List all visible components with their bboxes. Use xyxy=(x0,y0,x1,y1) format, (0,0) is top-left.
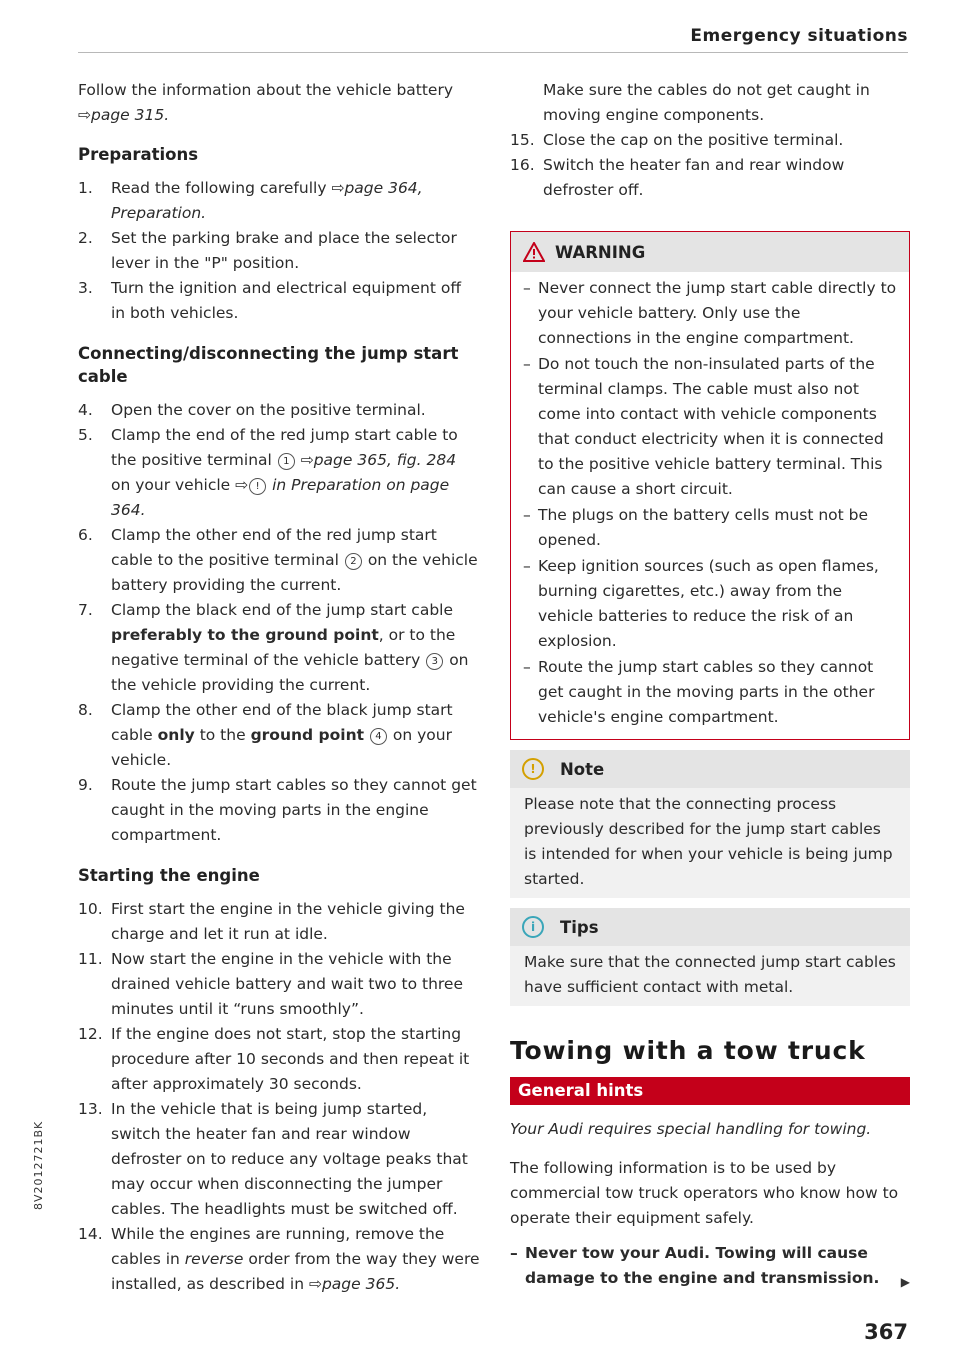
callout-2-icon: 2 xyxy=(345,553,362,570)
heading-starting: Starting the engine xyxy=(78,866,260,885)
callout-3-icon: 3 xyxy=(426,653,443,670)
list-item: 9. Route the jump start cables so they cannot get caught in the moving parts in the engine compartment. xyxy=(78,776,477,844)
heading-preparations: Preparations xyxy=(78,145,199,164)
start-list xyxy=(78,897,480,1297)
heading-connecting: Connecting/disconnecting the jump start cable xyxy=(78,344,459,386)
warning-item: – Do not touch the non-insulated parts of the terminal clamps. The cable must also not come into contact with vehicle components that conduct electricity when it is connected to the positive vehicle battery terminal. This can cause a short circuit. xyxy=(523,355,884,498)
left-column xyxy=(78,78,480,1297)
list-item: 4. Open the cover on the positive terminal. xyxy=(78,401,426,419)
list-item: 11. Now start the engine in the vehicle with the drained vehicle battery and wait two to three minutes until it “runs smoothly”. xyxy=(78,950,464,1018)
list-item: 13. In the vehicle that is being jump started, switch the heater fan and rear window defroster on to reduce any voltage peaks that may occur when disconnecting the jumper cables. The headlights must be switched off. xyxy=(78,1100,468,1218)
callout-1-icon: 1 xyxy=(278,453,295,470)
warning-item: – The plugs on the battery cells must not be opened. xyxy=(523,506,869,549)
list-item: 15. Close the cap on the positive terminal. xyxy=(510,131,844,149)
note-exclamation-icon: ! xyxy=(522,758,544,780)
list-item: 1. Read the following carefully ⇨page 364, Preparation. xyxy=(78,179,423,222)
page-link[interactable]: in Preparation on page 364. xyxy=(111,476,450,519)
caution-icon: ! xyxy=(249,478,266,495)
list-item: 16. Switch the heater fan and rear window defroster off. xyxy=(510,156,845,199)
list-item: 10. First start the engine in the vehicle giving the charge and let it run at idle. xyxy=(78,900,465,943)
intro-text: Follow the information about the vehicle battery ⇨page 315. xyxy=(78,81,454,124)
page-link[interactable]: ⇨page 365. xyxy=(308,1275,401,1293)
warning-item: – Keep ignition sources (such as open flames, burning cigarettes, etc.) away from the vehicle batteries to reduce the risk of an explosion. xyxy=(523,557,879,650)
page-link[interactable]: ⇨page 315. xyxy=(78,106,170,124)
right-column xyxy=(510,78,910,1296)
page-link[interactable]: ⇨page 365, fig. 284 xyxy=(300,451,457,469)
list-item: 7. Clamp the black end of the jump start cable preferably to the ground point, or to the negative terminal of the vehicle battery 3 on the vehicle providing the current. xyxy=(78,601,469,694)
warning-item: – Route the jump start cables so they cannot get caught in the moving parts in the other vehicle's engine compartment. xyxy=(523,658,875,726)
tips-header xyxy=(510,908,910,946)
note-header xyxy=(510,750,910,788)
page-number: 367 xyxy=(864,1320,908,1344)
warning-label: WARNING xyxy=(555,242,646,262)
general-hints-bar: General hints xyxy=(510,1077,910,1105)
connect-list xyxy=(78,398,480,848)
callout-4-icon: 4 xyxy=(370,728,387,745)
list-item: 14. While the engines are running, remove the cables in reverse order from the way they were installed, as described in ⇨page 365. xyxy=(78,1225,480,1293)
note-body: Please note that the connecting process previously described for the jump start cables is intended for when your vehicle is being jump started. xyxy=(510,788,910,898)
warning-box xyxy=(510,231,910,740)
tips-label: Tips xyxy=(560,917,599,937)
warning-triangle-icon xyxy=(523,242,545,262)
continue-arrow-icon: ▶ xyxy=(900,1275,910,1289)
list-item: 3. Turn the ignition and electrical equipment off in both vehicles. xyxy=(78,279,462,322)
tips-body: Make sure that the connected jump start cables have sufficient contact with metal. xyxy=(510,946,910,1006)
note-label: Note xyxy=(560,759,605,779)
warning-header xyxy=(511,232,909,272)
list-item: 8. Clamp the other end of the black jump start cable only to the ground point 4 on your vehicle. xyxy=(78,701,453,769)
towing-title: Towing with a tow truck xyxy=(510,1036,866,1065)
list-item-continued: Make sure the cables do not get caught in moving engine components. xyxy=(543,81,870,124)
document-code: 8V2012721BK xyxy=(32,1120,45,1210)
list-item: 2. Set the parking brake and place the selector lever in the "P" position. xyxy=(78,229,457,272)
italic-intro: Your Audi requires special handling for towing. xyxy=(510,1120,872,1138)
header-divider xyxy=(78,52,908,53)
towing-paragraph: The following information is to be used by commercial tow truck operators who know how to operate their equipment safely. xyxy=(510,1159,899,1227)
page-link[interactable]: ⇨page 364, xyxy=(331,179,423,197)
list-item: 5. Clamp the end of the red jump start cable to the positive terminal 1 ⇨page 365, fig. 284 on your vehicle ⇨ ! in Preparation on page 364. xyxy=(78,426,458,519)
section-title: Emergency situations xyxy=(690,26,908,46)
warning-item: – Never connect the jump start cable directly to your vehicle battery. Only use the connections in the engine compartment. xyxy=(523,279,897,347)
tips-info-icon: i xyxy=(522,916,544,938)
list-item: 6. Clamp the other end of the red jump start cable to the positive terminal 2 on the vehicle battery providing the current. xyxy=(78,526,478,594)
towing-warning-item: – Never tow your Audi. Towing will cause damage to the engine and transmission. ▶ xyxy=(510,1241,910,1295)
warning-body xyxy=(511,272,909,739)
list-item: 12. If the engine does not start, stop the starting procedure after 10 seconds and then repeat it after approximately 30 seconds. xyxy=(78,1025,470,1093)
prep-list xyxy=(78,176,480,326)
